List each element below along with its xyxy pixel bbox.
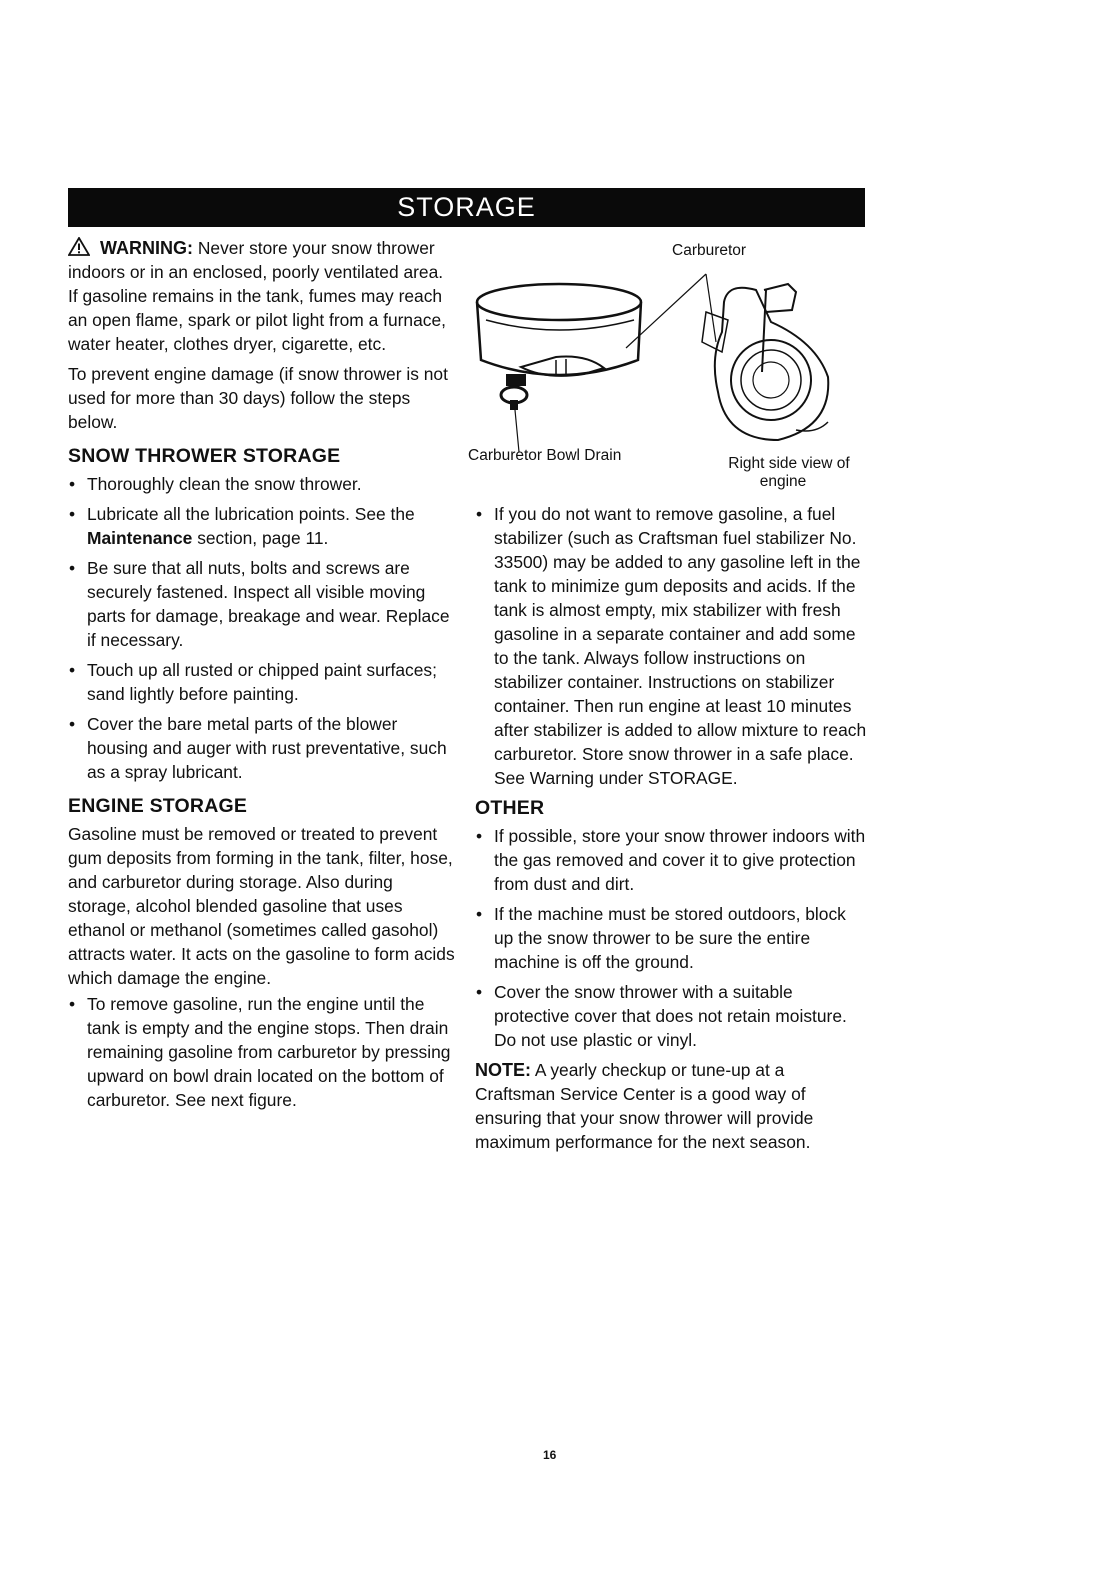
right-side-view-caption <box>709 455 869 491</box>
note-body: A yearly checkup or tune-up at a Craftsman Service Center is a good way of ensuring that your snow thrower will provide maximum performance for the next season. <box>475 1060 814 1152</box>
note-label: NOTE: <box>475 1060 531 1080</box>
carburetor-label: Carburetor <box>672 242 747 259</box>
warning-label: WARNING: <box>100 238 193 258</box>
engine-side-view-illustration <box>702 284 828 440</box>
left-column <box>68 236 456 1118</box>
list-item: • Touch up all rusted or chipped paint surfaces; sand lightly before painting. <box>68 658 456 706</box>
carburetor-figure <box>466 262 866 462</box>
snow-thrower-storage-list <box>68 472 456 784</box>
page-number: 16 <box>543 1448 557 1462</box>
other-list <box>475 824 867 1052</box>
warning-triangle-icon <box>68 237 90 256</box>
stabilizer-list <box>475 502 867 790</box>
right-column <box>475 502 867 1160</box>
engine-storage-list <box>68 992 456 1112</box>
right-side-view-label: Right side view of <box>728 455 850 472</box>
carburetor-leader-line-right <box>706 274 716 342</box>
bowl-drain-illustration <box>501 374 527 410</box>
intro-text: To prevent engine damage (if snow thrower is not used for more than 30 days) follow the steps below. <box>68 364 448 432</box>
list-item: • To remove gasoline, run the engine until the tank is empty and the engine stops. Then drain remaining gasoline from carburetor by pressing upward on bowl drain located on the bottom of carburetor. See next figure. <box>68 992 456 1112</box>
section-title-banner: STORAGE <box>68 188 865 227</box>
list-item: • Cover the snow thrower with a suitable protective cover that does not retain moisture. Do not use plastic or vinyl. <box>475 980 867 1052</box>
carburetor-leader-line-left <box>626 274 706 348</box>
list-item: • If the machine must be stored outdoors, block up the snow thrower to be sure the entire machine is off the ground. <box>475 902 867 974</box>
engine-label: engine <box>759 473 807 490</box>
list-item: • Cover the bare metal parts of the blower housing and auger with rust preventative, such as a spray lubricant. <box>68 712 456 784</box>
lube-text-before: Lubricate all the lubrication points. See the <box>87 504 415 524</box>
engine-storage-paragraph: Gasoline must be removed or treated to prevent gum deposits from forming in the tank, filter, hose, and carburetor during storage. Also during storage, alcohol blended gasoline that uses ethanol or methanol (sometimes called gasohol) attracts water. It acts on the gasoline to form acids which damage the engine. <box>68 824 455 988</box>
engine-storage-heading: ENGINE STORAGE <box>68 795 248 817</box>
list-item: • Be sure that all nuts, bolts and screws are securely fastened. Inspect all visible moving parts for damage, breakage and wear. Replace if necessary. <box>68 556 456 652</box>
warning-lead: Never store your snow <box>197 238 372 258</box>
bowl-drain-leader-line <box>515 410 519 452</box>
list-item: • If you do not want to remove gasoline, a fuel stabilizer (such as Craftsman fuel stabilizer No. 33500) may be added to any gasoline left in the tank to minimize gum deposits and acids. If the tank is almost empty, mix stabilizer with fresh gasoline in a separate container and add some to the tank. Always follow instructions on stabilizer container. Instructions on stabilizer container. Then run engine at least 10 minutes after stabilizer is added to allow mixture to reach carburetor. Store snow thrower in a safe place. See Warning under STORAGE. <box>475 502 867 790</box>
warning-block <box>68 236 456 356</box>
note-block <box>475 1058 867 1154</box>
lube-text-after: section, page 11. <box>197 528 329 548</box>
list-item: • Thoroughly clean the snow thrower. <box>68 472 456 496</box>
carburetor-bowl-illustration <box>477 284 641 376</box>
warning-body: thrower indoors or in an enclosed, poorly ventilated area. If gasoline remains in the tank, fumes may reach an open flame, spark or pilot light from a furnace, water heater, clothes dryer, cigarette, etc. <box>68 238 446 354</box>
snow-thrower-storage-heading: SNOW THROWER STORAGE <box>68 445 341 467</box>
maintenance-reference: Maintenance <box>87 528 193 548</box>
list-item: • If possible, store your snow thrower indoors with the gas removed and cover it to give protection from dust and dirt. <box>475 824 867 896</box>
other-heading: OTHER <box>475 797 545 819</box>
bowl-drain-label: Carburetor Bowl Drain <box>468 447 622 464</box>
list-item <box>68 502 456 550</box>
